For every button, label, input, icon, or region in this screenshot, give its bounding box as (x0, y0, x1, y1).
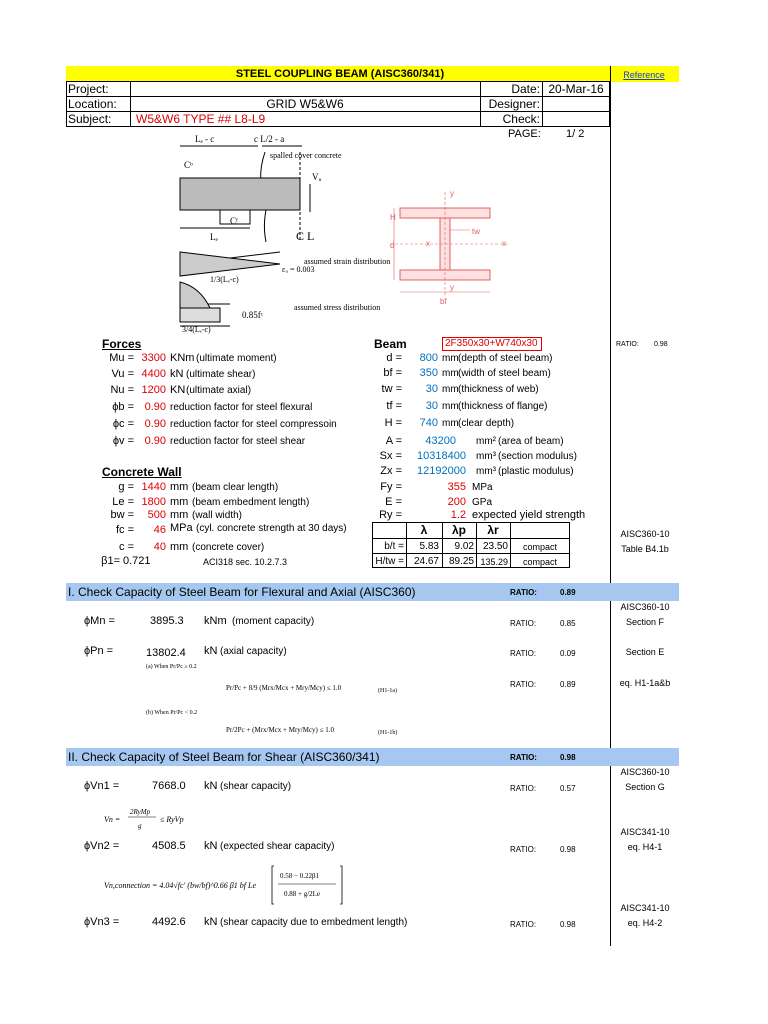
vn1-ratio-label: RATIO: (510, 784, 537, 793)
beam-val: 740 (419, 417, 438, 429)
label-y-bot: y (450, 283, 454, 292)
svg-text:Vn =: Vn = (104, 815, 121, 824)
pn-val: 13802.4 (146, 647, 186, 659)
label-stress: assumed stress distribution (294, 303, 381, 312)
beam-ratio-label: RATIO: (616, 341, 639, 348)
beam-desc: (width of steel beam) (458, 368, 551, 379)
label-h: H (390, 213, 396, 222)
wall-desc: (beam embedment length) (192, 497, 310, 508)
label-eps: εᵤ = 0.003 (282, 265, 315, 274)
beam-section-name[interactable]: 2F350x30+W740x30 (442, 337, 542, 351)
force-desc: reduction factor for steel flexural (170, 402, 313, 413)
wall-sym: c = (119, 541, 134, 553)
wall-sym: Le = (112, 496, 134, 508)
eq-vp (104, 804, 214, 834)
eq-h1a-label: (H1-1a) (378, 688, 397, 694)
mn-unit: kNm (204, 615, 227, 627)
wall-desc: (cyl. concrete strength at 30 days) (196, 523, 347, 534)
label-x-right: x (502, 239, 506, 248)
pn-ref: Section E (625, 647, 665, 657)
eq-h1a-cond: (a) When Pr/Pc ≥ 0.2 (146, 664, 197, 670)
vn1-ref: Section G (625, 782, 665, 792)
beam-unit: GPa (472, 497, 493, 508)
date-label: Date: (511, 82, 540, 96)
designer-label: Designer: (488, 97, 540, 111)
slenderness-header: λr (487, 523, 499, 537)
label-cf: Cᶠ (230, 216, 238, 226)
beam-val: 30 (425, 400, 438, 412)
beam-sym: A = (385, 435, 402, 447)
force-desc: (ultimate axial) (186, 385, 252, 396)
label-spalled: spalled cover concrete (270, 151, 342, 160)
force-sym: ϕv = (112, 435, 134, 447)
vn1-unit: kN (204, 780, 218, 792)
slenderness-lambda: 24.67 (413, 556, 439, 567)
h1-interaction-equations (142, 660, 442, 740)
slenderness-lambda-r: 23.50 (482, 541, 508, 552)
beam-desc: (clear depth) (458, 418, 515, 429)
beam-val[interactable]: 200 (447, 496, 466, 508)
label-y-top: y (450, 189, 454, 198)
pn-unit: kN (204, 645, 218, 657)
mn-val: 3895.3 (150, 615, 184, 627)
subject-label: Subject: (68, 112, 112, 126)
label-lc: Lₑ - c (195, 134, 215, 144)
beam-desc: (area of beam) (498, 436, 564, 447)
wall-desc: (concrete cover) (192, 542, 265, 553)
beam-unit: mm³ (476, 466, 496, 477)
force-sym: Nu = (110, 384, 134, 396)
beam-sym: Fy = (380, 481, 402, 493)
location-value[interactable]: GRID W5&W6 (266, 97, 344, 111)
label-strain: assumed strain distribution (304, 257, 391, 266)
label-third: 1/3(Lₑ-c) (210, 275, 239, 284)
wall-desc: (wall width) (192, 510, 243, 521)
eq-vn-connection (104, 860, 354, 910)
check-label: Check: (502, 112, 540, 126)
vn3-val: 4492.6 (152, 916, 186, 928)
vn1-desc: (shear capacity) (220, 781, 292, 792)
vn1-val: 7668.0 (152, 780, 186, 792)
beta-ref: ACI318 sec. 10.2.7.3 (203, 557, 288, 567)
beam-unit: mm² (476, 436, 496, 447)
beam-unit: mm (442, 353, 459, 364)
beam-val[interactable]: 1.2 (450, 509, 466, 521)
beam-sym: tw = (381, 383, 402, 395)
slenderness-lambda-p: 9.02 (454, 541, 474, 552)
beam-unit: MPa (472, 482, 493, 493)
eq-h1b-body: Pr/2Pc + (Mrx/Mcx + Mry/Mcy) ≤ 1.0 (226, 726, 334, 734)
svg-text:2RyMp: 2RyMp (130, 808, 151, 816)
beam-sym: Zx = (380, 465, 402, 477)
section2-ratio-label: RATIO: (510, 753, 537, 762)
wall-heading: Concrete Wall (102, 465, 182, 479)
mn-ratio-label: RATIO: (510, 619, 537, 628)
label-tw: tw (472, 227, 480, 236)
page-label: PAGE: (508, 128, 541, 140)
beam-val: 43200 (425, 435, 456, 447)
wall-val[interactable]: 1800 (141, 496, 166, 508)
h1-ref: eq. H1-1a&b (619, 678, 671, 688)
vn1-ratio: 0.57 (560, 784, 576, 793)
beam-unit: mm³ (476, 451, 496, 462)
beam-desc: (depth of steel beam) (458, 353, 553, 364)
svg-text:Vn,connection = 4.04√fc′ (bw/b: Vn,connection = 4.04√fc′ (bw/bf)^0.66 β1 bf Le (104, 881, 256, 890)
beam-sym: d = (386, 352, 402, 364)
mn-desc: (moment capacity) (232, 616, 315, 627)
svg-text:0.58 − 0.22β1: 0.58 − 0.22β1 (280, 872, 320, 880)
vn2-ratio-label: RATIO: (510, 845, 537, 854)
label-vu: Vᵤ (312, 172, 322, 182)
sheet-title: STEEL COUPLING BEAM (AISC360/341) (235, 68, 445, 80)
beta-sym: β1= (101, 555, 120, 567)
vn2-ref-top: AISC341-10 (620, 827, 670, 837)
force-unit: KNm (170, 352, 195, 364)
beam-sym: Ry = (379, 509, 402, 521)
force-unit: KN (170, 384, 186, 396)
wall-val[interactable]: 46 (153, 524, 166, 536)
pn-ratio: 0.09 (560, 649, 576, 658)
force-val[interactable]: 0.90 (144, 435, 166, 447)
vn2-unit: kN (204, 840, 218, 852)
slenderness-lambda-r: 135.29 (480, 557, 508, 567)
section1-ratio-label: RATIO: (510, 588, 537, 597)
wall-unit: mm (170, 496, 189, 508)
beam-desc: (plastic modulus) (498, 466, 574, 477)
vn2-sym: ϕVn2 = (84, 840, 120, 852)
vn3-ref-top: AISC341-10 (620, 903, 670, 913)
pn-desc: (axial capacity) (220, 646, 287, 657)
wall-unit: MPa (170, 522, 193, 534)
force-val[interactable]: 1200 (141, 384, 166, 396)
wall-val[interactable]: 40 (153, 541, 166, 553)
label-bf: bf (440, 297, 447, 306)
force-val[interactable]: 3300 (141, 352, 166, 364)
section1-title: I. Check Capacity of Steel Beam for Flexural and Axial (AISC360) (68, 585, 416, 599)
date-value[interactable]: 20-Mar-16 (548, 82, 604, 96)
reference-label: Reference (623, 70, 665, 80)
wall-sym: fc = (115, 524, 134, 536)
beam-sym: tf = (386, 400, 402, 412)
beam-unit: mm (442, 368, 459, 379)
coupling-beam-sketch (170, 132, 391, 334)
vn3-desc: (shear capacity due to embedment length) (220, 917, 408, 928)
vn2-ref: eq. H4-1 (627, 842, 663, 852)
mn-sym: ϕMn = (84, 615, 115, 627)
vn3-ref: eq. H4-2 (627, 918, 663, 928)
label-d: d (390, 241, 395, 250)
label-l2: c L/2 - a (254, 134, 285, 144)
label-f085: 0.85fᶜ (242, 310, 264, 320)
label-cb: Cᵇ (184, 160, 193, 170)
force-desc: reduction factor for steel compressoin (170, 419, 337, 430)
svg-text:g: g (138, 822, 142, 830)
beam-sym: H = (384, 417, 402, 429)
svg-text:≤ RyVp: ≤ RyVp (160, 815, 184, 824)
force-sym: ϕc = (112, 418, 134, 430)
beam-sym: bf = (383, 367, 402, 379)
wall-desc: (beam clear length) (192, 482, 279, 493)
vn3-unit: kN (204, 916, 218, 928)
beta-val: 0.721 (123, 555, 151, 567)
beam-val: 30 (425, 383, 438, 395)
label-le: Lₑ (210, 232, 218, 242)
beam-desc: (thickness of web) (458, 384, 539, 395)
beam-ratio-value: 0.98 (654, 341, 668, 348)
beam-heading: Beam (374, 337, 407, 351)
force-desc: (ultimate shear) (186, 369, 256, 380)
beam-val: 350 (419, 367, 438, 379)
wall-unit: mm (170, 481, 189, 493)
beam-unit: mm (442, 384, 459, 395)
vn1-ref-top: AISC360-10 (620, 767, 670, 777)
pn-sym: ϕPn = (84, 645, 114, 657)
slenderness-status: compact (522, 557, 557, 567)
vn2-val: 4508.5 (152, 840, 186, 852)
eq-h1a-body: Pr/Pc + 8/9 (Mrx/Mcx + Mry/Mcy) ≤ 1.0 (226, 684, 342, 692)
force-desc: reduction factor for steel shear (170, 436, 306, 447)
vn3-sym: ϕVn3 = (84, 916, 120, 928)
vn2-ratio: 0.98 (560, 845, 576, 854)
slenderness-ref2: Table B4.1b (621, 544, 669, 554)
force-val[interactable]: 4400 (141, 368, 166, 380)
location-label: Location: (68, 97, 117, 111)
page-value: 1/ 2 (566, 128, 585, 140)
beam-val: 800 (419, 352, 438, 364)
label-cl: C L (296, 229, 315, 243)
force-desc: (ultimate moment) (196, 353, 277, 364)
beam-val[interactable]: 355 (447, 481, 466, 493)
beam-unit: mm (442, 418, 459, 429)
beam-val: 10318400 (417, 450, 466, 462)
wall-val[interactable]: 500 (147, 509, 166, 521)
force-sym: Mu = (109, 352, 134, 364)
slenderness-ref1: AISC360-10 (620, 529, 670, 539)
beam-sym: Sx = (379, 450, 402, 462)
pn-ratio-label: RATIO: (510, 649, 537, 658)
vn1-sym: ϕVn1 = (84, 780, 120, 792)
eq-h1b-cond: (b) When Pr/Pc < 0.2 (146, 710, 198, 716)
mn-ref: Section F (625, 617, 665, 627)
wall-unit: mm (170, 509, 189, 521)
section2-title: II. Check Capacity of Steel Beam for Shear (AISC360/341) (68, 750, 380, 764)
i-section-diagram (390, 190, 530, 330)
eq-h1b-label: (H1-1b) (378, 730, 398, 736)
slenderness-lambda: 5.83 (419, 541, 439, 552)
label-quarter: 3/4(Lₑ-c) (182, 325, 211, 334)
wall-unit: mm (170, 541, 189, 553)
wall-val[interactable]: 1440 (141, 481, 166, 493)
force-unit: kN (170, 368, 184, 380)
section2-ratio-value: 0.98 (560, 753, 576, 762)
force-val[interactable]: 0.90 (144, 401, 166, 413)
vn3-ratio-label: RATIO: (510, 920, 537, 929)
slenderness-status: compact (522, 542, 557, 552)
slenderness-lambda-p: 89.25 (448, 556, 474, 567)
wall-sym: g = (118, 481, 134, 493)
force-val[interactable]: 0.90 (144, 418, 166, 430)
beam-unit: mm (442, 401, 459, 412)
wall-sym: bw = (110, 509, 134, 521)
beam-sym: E = (385, 496, 402, 508)
mn-ratio: 0.85 (560, 619, 576, 628)
label-x-left: x (426, 239, 430, 248)
force-sym: Vu = (111, 368, 134, 380)
h1-ratio: 0.89 (560, 680, 576, 689)
project-label: Project: (68, 82, 109, 96)
slenderness-header: λ (420, 523, 428, 537)
beam-desc: (section modulus) (498, 451, 577, 462)
section1-ratio-value: 0.89 (560, 588, 576, 597)
slenderness-label: H/tw = (375, 556, 404, 567)
forces-heading: Forces (102, 337, 142, 351)
vn2-desc: (expected shear capacity) (220, 841, 335, 852)
slenderness-header: λp (451, 523, 466, 537)
vn3-ratio: 0.98 (560, 920, 576, 929)
svg-text:0.88 + g/2Le: 0.88 + g/2Le (284, 890, 321, 898)
subject-value[interactable]: W5&W6 TYPE ## L8-L9 (136, 112, 266, 126)
slenderness-label: b/t = (384, 541, 404, 552)
h1-ratio-label: RATIO: (510, 680, 537, 689)
beam-unit: expected yield strength (472, 509, 586, 521)
beam-val: 12192000 (417, 465, 466, 477)
beam-desc: (thickness of flange) (458, 401, 548, 412)
section1-ref-top: AISC360-10 (620, 602, 670, 612)
force-sym: ϕb = (112, 401, 134, 413)
